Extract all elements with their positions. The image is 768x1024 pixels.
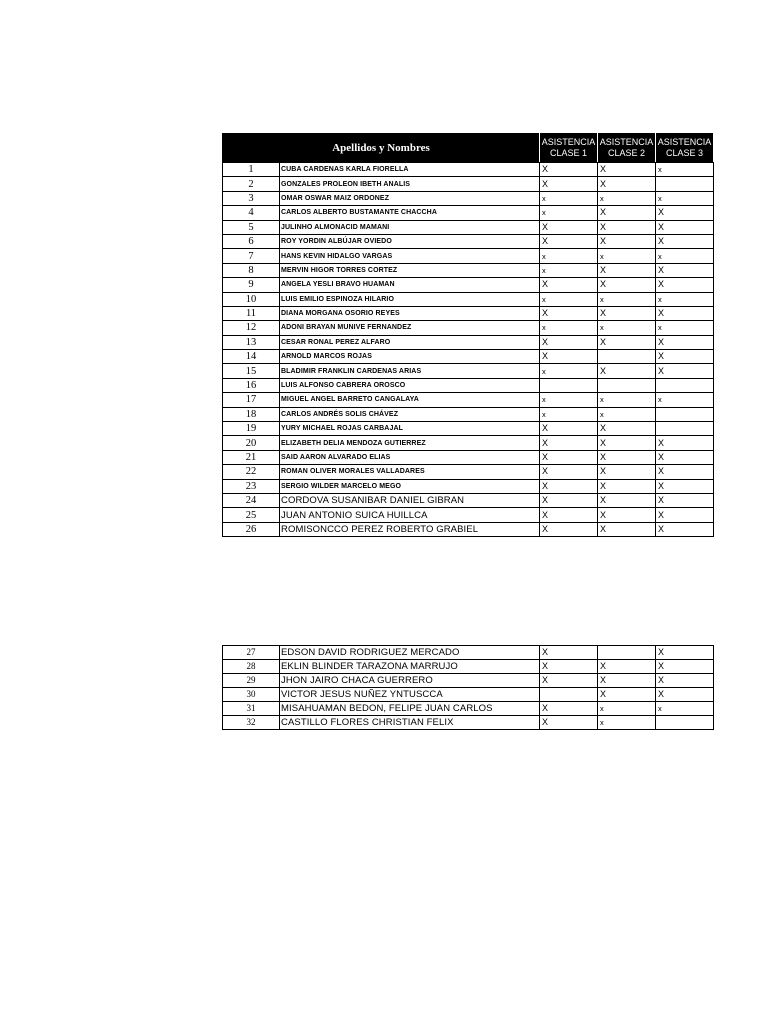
student-name: CORDOVA SUSANIBAR DANIEL GIBRAN <box>280 493 540 507</box>
attendance-class-2-mark <box>598 378 656 392</box>
student-name: JHON JAIRO CHACA GUERRERO <box>280 674 540 688</box>
table-row <box>223 220 714 234</box>
attendance-class-3-mark: X <box>656 522 714 536</box>
attendance-class-3-mark: x <box>656 393 714 407</box>
row-number: 15 <box>223 364 280 378</box>
attendance-class-1-mark: X <box>540 660 598 674</box>
row-number: 27 <box>223 646 280 660</box>
row-number: 31 <box>223 702 280 716</box>
attendance-class-2-mark: x <box>598 716 656 730</box>
table-row <box>223 422 714 436</box>
attendance-class-1-mark: X <box>540 716 598 730</box>
attendance-class-1-header <box>540 134 598 163</box>
attendance-class-3-mark: X <box>656 465 714 479</box>
table-row <box>223 716 714 730</box>
attendance-class-1-mark: X <box>540 508 598 522</box>
attendance-class-3-mark: X <box>656 350 714 364</box>
attendance-table-continued <box>222 645 714 730</box>
attendance-class-1-mark: X <box>540 465 598 479</box>
student-name: ANGELA YESLI BRAVO HUAMAN <box>280 278 540 292</box>
table-row <box>223 350 714 364</box>
attendance-class-2-mark: x <box>598 321 656 335</box>
attendance-class-1-mark: X <box>540 674 598 688</box>
row-number: 1 <box>223 163 280 177</box>
attendance-class-1-mark: x <box>540 249 598 263</box>
row-number: 11 <box>223 306 280 320</box>
row-number: 7 <box>223 249 280 263</box>
attendance-class-3-mark: X <box>656 263 714 277</box>
attendance-class-3-mark: X <box>656 436 714 450</box>
table-row <box>223 364 714 378</box>
table-row <box>223 493 714 507</box>
attendance-class-3-mark: X <box>656 364 714 378</box>
row-number: 14 <box>223 350 280 364</box>
attendance-class-3-mark: X <box>656 306 714 320</box>
table-row <box>223 450 714 464</box>
table-row <box>223 479 714 493</box>
attendance-class-1-mark: x <box>540 263 598 277</box>
attendance-class-3-mark: X <box>656 479 714 493</box>
table-row <box>223 407 714 421</box>
attendance-class-1-mark: X <box>540 350 598 364</box>
attendance-class-3-mark <box>656 378 714 392</box>
row-number: 20 <box>223 436 280 450</box>
row-number: 10 <box>223 292 280 306</box>
att3-line1: ASISTENCIA <box>657 137 712 147</box>
row-number: 9 <box>223 278 280 292</box>
attendance-class-2-mark: X <box>598 278 656 292</box>
student-name: VICTOR JESUS NUÑEZ YNTUSCCA <box>280 688 540 702</box>
student-name: YURY MICHAEL ROJAS CARBAJAL <box>280 422 540 436</box>
attendance-class-1-mark <box>540 378 598 392</box>
student-name: CARLOS ALBERTO BUSTAMANTE CHACCHA <box>280 206 540 220</box>
table-row <box>223 292 714 306</box>
attendance-class-2-mark: X <box>598 479 656 493</box>
student-name: GONZALES PROLEON IBETH ANALIS <box>280 177 540 191</box>
row-number: 2 <box>223 177 280 191</box>
attendance-class-2-mark: X <box>598 306 656 320</box>
attendance-class-2-mark: X <box>598 465 656 479</box>
attendance-class-3-header <box>656 134 714 163</box>
row-number: 30 <box>223 688 280 702</box>
attendance-class-2-mark: x <box>598 407 656 421</box>
attendance-class-2-mark: x <box>598 702 656 716</box>
attendance-class-2-mark: X <box>598 522 656 536</box>
row-number: 6 <box>223 234 280 248</box>
attendance-class-1-mark: x <box>540 191 598 205</box>
attendance-class-3-mark: X <box>656 278 714 292</box>
row-number: 24 <box>223 493 280 507</box>
table-row <box>223 646 714 660</box>
row-number: 22 <box>223 465 280 479</box>
attendance-class-1-mark: X <box>540 702 598 716</box>
row-number: 21 <box>223 450 280 464</box>
attendance-class-3-mark: x <box>656 321 714 335</box>
student-name: EDSON DAVID RODRIGUEZ MERCADO <box>280 646 540 660</box>
student-name: CASTILLO FLORES CHRISTIAN FELIX <box>280 716 540 730</box>
table-row <box>223 206 714 220</box>
row-number: 19 <box>223 422 280 436</box>
student-name: SERGIO WILDER MARCELO MEGO <box>280 479 540 493</box>
attendance-class-3-mark: X <box>656 206 714 220</box>
attendance-class-2-mark: X <box>598 688 656 702</box>
attendance-class-2-mark: X <box>598 263 656 277</box>
attendance-class-2-mark: X <box>598 660 656 674</box>
attendance-class-1-mark: x <box>540 321 598 335</box>
attendance-class-3-mark: X <box>656 646 714 660</box>
attendance-class-2-mark: x <box>598 191 656 205</box>
student-name: ROMAN OLIVER MORALES VALLADARES <box>280 465 540 479</box>
attendance-class-3-mark: X <box>656 660 714 674</box>
student-name: JUAN ANTONIO SUICA HUILLCA <box>280 508 540 522</box>
attendance-class-2-mark: X <box>598 508 656 522</box>
attendance-class-3-mark: X <box>656 335 714 349</box>
student-name: JULINHO ALMONACID MAMANI <box>280 220 540 234</box>
attendance-class-3-mark: x <box>656 163 714 177</box>
table-row <box>223 378 714 392</box>
attendance-class-3-mark <box>656 407 714 421</box>
attendance-class-2-mark: X <box>598 674 656 688</box>
attendance-class-3-mark: X <box>656 688 714 702</box>
name-column-header: Apellidos y Nombres <box>223 134 540 163</box>
row-number: 25 <box>223 508 280 522</box>
attendance-class-1-mark: X <box>540 163 598 177</box>
attendance-class-1-mark: X <box>540 234 598 248</box>
student-name: CUBA CARDENAS KARLA FIORELLA <box>280 163 540 177</box>
attendance-class-3-mark: X <box>656 234 714 248</box>
student-name: ARNOLD MARCOS ROJAS <box>280 350 540 364</box>
attendance-class-3-mark <box>656 716 714 730</box>
attendance-class-1-mark: X <box>540 335 598 349</box>
row-number: 23 <box>223 479 280 493</box>
student-name: OMAR OSWAR MAIZ ORDONEZ <box>280 191 540 205</box>
row-number: 8 <box>223 263 280 277</box>
student-name: ADONI BRAYAN MUNIVE FERNANDEZ <box>280 321 540 335</box>
attendance-class-1-mark: X <box>540 479 598 493</box>
table-row <box>223 306 714 320</box>
attendance-class-1-mark: X <box>540 177 598 191</box>
attendance-class-2-mark: x <box>598 393 656 407</box>
attendance-class-2-mark: X <box>598 335 656 349</box>
table-row <box>223 465 714 479</box>
student-name: MISAHUAMAN BEDON, FELIPE JUAN CARLOS <box>280 702 540 716</box>
attendance-class-2-mark: X <box>598 436 656 450</box>
table-row <box>223 702 714 716</box>
attendance-class-3-mark: X <box>656 674 714 688</box>
attendance-class-1-mark: x <box>540 206 598 220</box>
attendance-class-2-mark: X <box>598 177 656 191</box>
row-number: 17 <box>223 393 280 407</box>
table-row <box>223 335 714 349</box>
attendance-class-2-mark: X <box>598 220 656 234</box>
attendance-class-1-mark: X <box>540 278 598 292</box>
attendance-class-3-mark: X <box>656 450 714 464</box>
student-name: SAID AARON ALVARADO ELIAS <box>280 450 540 464</box>
attendance-class-3-mark <box>656 177 714 191</box>
attendance-class-2-mark <box>598 646 656 660</box>
row-number: 26 <box>223 522 280 536</box>
student-name: HANS KEVIN HIDALGO VARGAS <box>280 249 540 263</box>
table-row <box>223 660 714 674</box>
student-name: CARLOS ANDRÉS SOLIS CHÁVEZ <box>280 407 540 421</box>
row-number: 5 <box>223 220 280 234</box>
row-number: 32 <box>223 716 280 730</box>
attendance-class-2-mark: X <box>598 364 656 378</box>
attendance-class-3-mark: x <box>656 702 714 716</box>
attendance-class-1-mark: x <box>540 364 598 378</box>
student-name: DIANA MORGANA OSORIO REYES <box>280 306 540 320</box>
attendance-class-1-mark: X <box>540 436 598 450</box>
attendance-class-3-mark: X <box>656 220 714 234</box>
table-row <box>223 522 714 536</box>
student-name: MERVIN HIGOR TORRES CORTEZ <box>280 263 540 277</box>
table-row <box>223 234 714 248</box>
attendance-class-1-mark: X <box>540 306 598 320</box>
student-name: EKLIN BLINDER TARAZONA MARRUJO <box>280 660 540 674</box>
attendance-class-1-mark: x <box>540 393 598 407</box>
attendance-class-3-mark: x <box>656 292 714 306</box>
att1-line1: ASISTENCIA <box>541 137 596 147</box>
student-name: MIGUEL ANGEL BARRETO CANGALAYA <box>280 393 540 407</box>
attendance-class-2-mark: X <box>598 422 656 436</box>
attendance-class-1-mark: X <box>540 450 598 464</box>
att1-line2: CLASE 1 <box>549 148 588 158</box>
table-row <box>223 191 714 205</box>
row-number: 29 <box>223 674 280 688</box>
row-number: 12 <box>223 321 280 335</box>
attendance-class-1-mark <box>540 688 598 702</box>
att2-line2: CLASE 2 <box>607 148 646 158</box>
table-row <box>223 263 714 277</box>
student-name: CESAR RONAL PEREZ ALFARO <box>280 335 540 349</box>
row-number: 18 <box>223 407 280 421</box>
student-name: BLADIMIR FRANKLIN CARDENAS ARIAS <box>280 364 540 378</box>
student-name: ELIZABETH DELIA MENDOZA GUTIERREZ <box>280 436 540 450</box>
student-name: LUIS EMILIO ESPINOZA HILARIO <box>280 292 540 306</box>
attendance-class-3-mark: X <box>656 493 714 507</box>
attendance-class-2-mark: x <box>598 292 656 306</box>
row-number: 28 <box>223 660 280 674</box>
attendance-class-1-mark: X <box>540 220 598 234</box>
attendance-class-1-mark: X <box>540 646 598 660</box>
row-number: 4 <box>223 206 280 220</box>
attendance-class-2-mark: X <box>598 493 656 507</box>
row-number: 3 <box>223 191 280 205</box>
att3-line2: CLASE 3 <box>665 148 704 158</box>
table-row <box>223 163 714 177</box>
attendance-class-1-mark: X <box>540 522 598 536</box>
table-row <box>223 278 714 292</box>
attendance-class-2-mark <box>598 350 656 364</box>
attendance-class-3-mark: x <box>656 191 714 205</box>
attendance-class-2-header <box>598 134 656 163</box>
table-row <box>223 674 714 688</box>
header-row <box>223 134 714 163</box>
table-row <box>223 177 714 191</box>
attendance-class-1-mark: X <box>540 493 598 507</box>
student-name: LUIS ALFONSO CABRERA OROSCO <box>280 378 540 392</box>
attendance-class-3-mark <box>656 422 714 436</box>
attendance-class-1-mark: x <box>540 292 598 306</box>
attendance-class-2-mark: X <box>598 450 656 464</box>
attendance-class-2-mark: X <box>598 163 656 177</box>
table-row <box>223 436 714 450</box>
attendance-class-3-mark: x <box>656 249 714 263</box>
attendance-class-2-mark: x <box>598 249 656 263</box>
attendance-table <box>222 133 714 537</box>
student-name: ROY YORDIN ALBÚJAR OVIEDO <box>280 234 540 248</box>
table-row <box>223 393 714 407</box>
attendance-class-1-mark: x <box>540 407 598 421</box>
attendance-class-2-mark: X <box>598 206 656 220</box>
att2-line1: ASISTENCIA <box>599 137 654 147</box>
row-number: 13 <box>223 335 280 349</box>
table-row <box>223 321 714 335</box>
student-name: ROMISONCCO PEREZ ROBERTO GRABIEL <box>280 522 540 536</box>
table-row <box>223 688 714 702</box>
attendance-class-1-mark: X <box>540 422 598 436</box>
attendance-class-2-mark: X <box>598 234 656 248</box>
row-number: 16 <box>223 378 280 392</box>
table-row <box>223 249 714 263</box>
attendance-class-3-mark: X <box>656 508 714 522</box>
table-row <box>223 508 714 522</box>
